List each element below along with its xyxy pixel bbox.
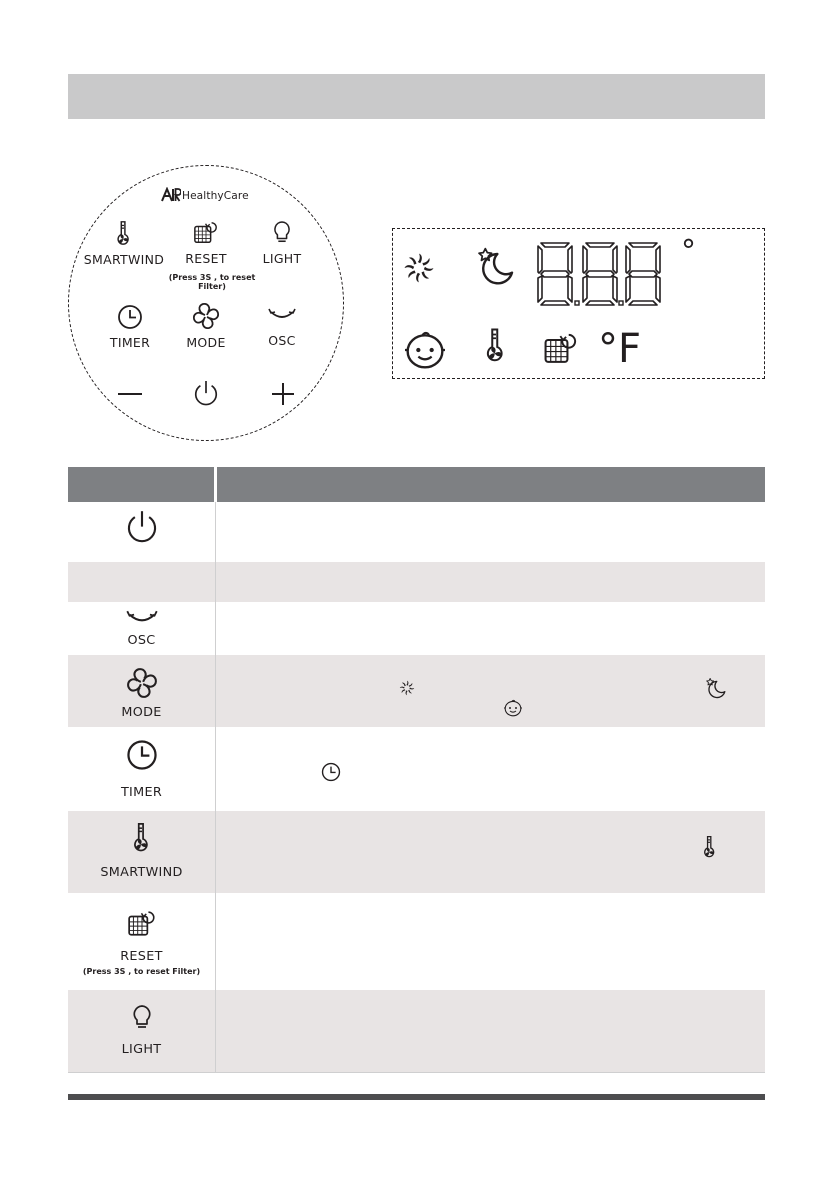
light-label: LIGHT	[262, 251, 302, 266]
table-row	[68, 990, 765, 1072]
plus-button[interactable]	[272, 383, 294, 405]
smartwind-icon	[700, 835, 720, 861]
brand-logo	[161, 187, 261, 207]
timer-icon	[117, 304, 143, 330]
section-header-bar	[68, 74, 765, 119]
timer-icon	[321, 762, 341, 782]
mode-icon	[192, 302, 220, 330]
footer-rule	[68, 1094, 765, 1100]
smartwind-button[interactable]	[82, 220, 166, 267]
sleep-icon	[475, 246, 517, 286]
osc-button[interactable]	[240, 308, 324, 348]
smartwind-icon	[129, 821, 155, 857]
table-row	[68, 893, 765, 990]
table-row	[68, 811, 765, 893]
table-header-divider	[214, 467, 217, 502]
smartwind-label: SMARTWIND	[83, 252, 165, 267]
light-icon	[271, 220, 293, 246]
light-button[interactable]	[240, 220, 324, 266]
filter-reset-icon	[193, 220, 219, 246]
timer-button[interactable]	[88, 304, 172, 350]
row-timer-label: TIMER	[120, 785, 163, 800]
row-reset-label: RESET	[120, 949, 163, 964]
baby-icon	[502, 699, 524, 717]
timer-icon	[126, 739, 158, 771]
row-smartwind-label: SMARTWIND	[100, 865, 183, 880]
mode-label: MODE	[186, 335, 226, 350]
smartwind-display-icon	[481, 326, 511, 368]
natural-wind-icon	[398, 679, 416, 697]
reset-note: (Press 3S , to reset Filter)	[168, 273, 256, 291]
smartwind-icon	[113, 220, 135, 249]
brand-logo-mark-icon	[161, 187, 181, 203]
osc-icon	[267, 308, 297, 322]
timer-label: TIMER	[109, 335, 151, 350]
brand-name: HealthyCare	[182, 190, 249, 202]
table-header	[68, 467, 765, 502]
table-row	[68, 655, 765, 727]
filter-reset-icon	[127, 909, 157, 939]
power-icon	[124, 510, 160, 548]
light-icon	[130, 1004, 154, 1032]
table-bottom-border	[68, 1072, 765, 1073]
row-mode-label: MODE	[121, 705, 162, 720]
power-icon	[192, 380, 220, 410]
mode-icon	[126, 667, 158, 699]
natural-wind-icon	[401, 250, 437, 286]
table-row	[68, 502, 765, 562]
table-row	[68, 602, 765, 655]
mode-button[interactable]	[164, 302, 248, 350]
degree-symbol: °	[681, 234, 696, 269]
fahrenheit-unit: °F	[598, 326, 642, 372]
filter-reset-display-icon	[543, 331, 579, 367]
reset-button[interactable]	[164, 220, 248, 266]
table-row	[68, 727, 765, 811]
row-osc-label: OSC	[127, 633, 156, 648]
reset-label: RESET	[185, 251, 227, 266]
sleep-icon	[704, 677, 728, 699]
osc-icon	[125, 610, 159, 626]
baby-icon	[402, 330, 448, 370]
osc-label: OSC	[268, 333, 296, 348]
power-button[interactable]	[164, 380, 248, 410]
seven-segment-digits	[537, 242, 663, 308]
row-reset-note: (Press 3S , to reset Filter)	[82, 967, 201, 976]
table-row	[68, 562, 765, 602]
table-column-divider	[215, 502, 216, 1072]
row-light-label: LIGHT	[121, 1042, 162, 1057]
minus-button[interactable]	[118, 393, 142, 395]
